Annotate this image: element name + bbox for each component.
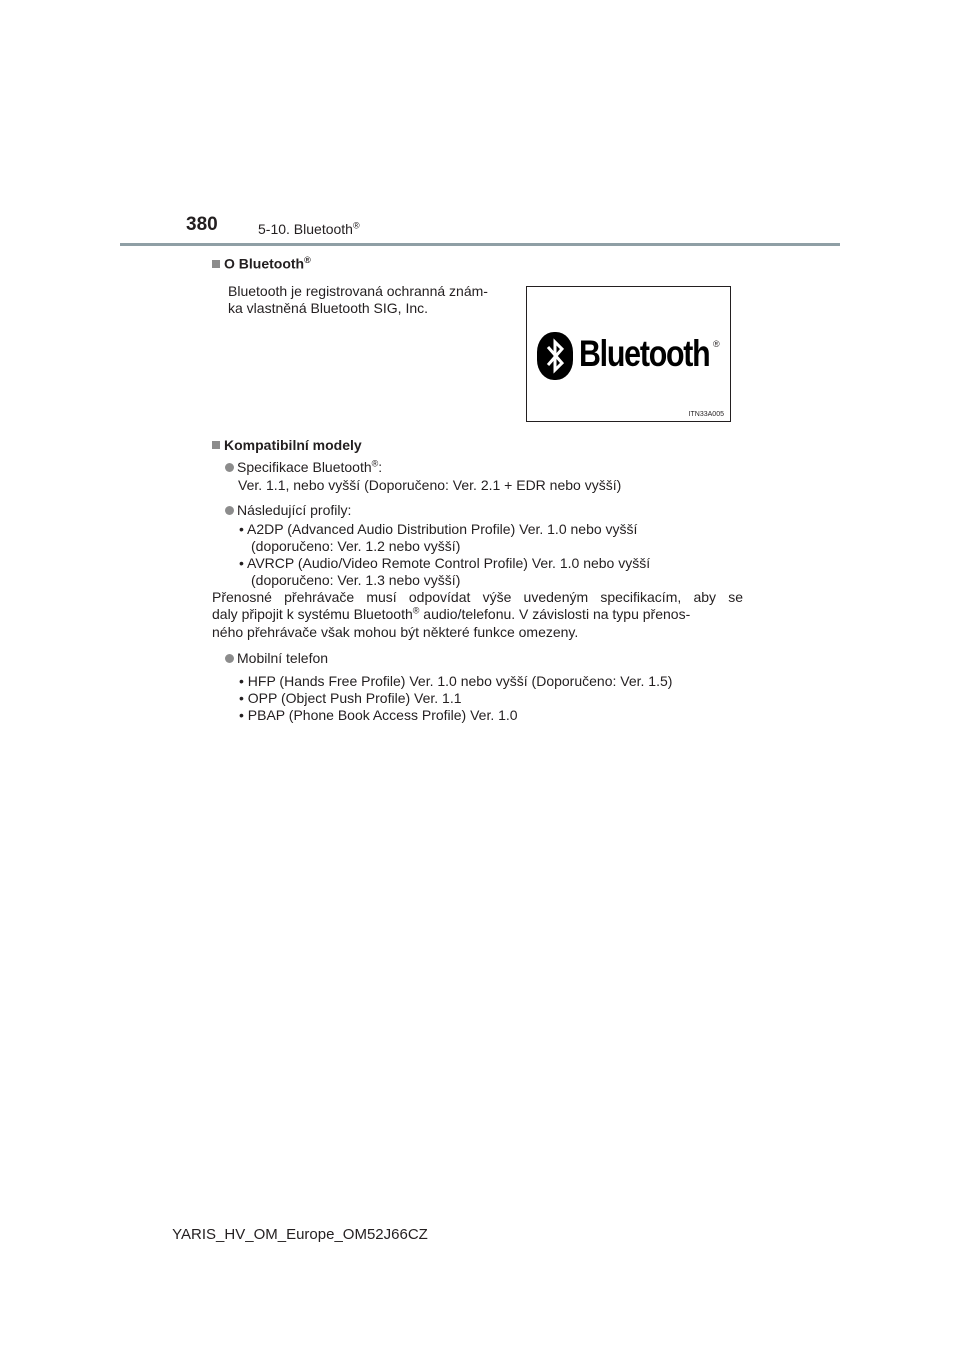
phone-label: Mobilní telefon	[237, 650, 329, 666]
footer-code: YARIS_HV_OM_Europe_OM52J66CZ	[172, 1226, 428, 1243]
about-heading	[212, 255, 311, 272]
about-heading-text: O Bluetooth	[224, 255, 305, 272]
note-line-1: Přenosné přehrávače musí odpovídat výše uvedeným specifikacím, aby se	[212, 589, 743, 605]
about-text-line-2: ka vlastněná Bluetooth SIG, Inc.	[228, 300, 429, 316]
bluetooth-logo-figure	[526, 286, 731, 422]
bluetooth-logo-wordmark: Bluetooth	[579, 333, 710, 374]
figure-code: ITN33A005	[688, 411, 724, 418]
about-text-line-1: Bluetooth je registrovaná ochranná znám-	[228, 283, 488, 299]
spec-label: Specifikace Bluetooth	[237, 459, 372, 475]
section-title	[258, 221, 360, 237]
phone-profile-opp: • OPP (Object Push Profile) Ver. 1.1	[239, 690, 462, 706]
registered-mark: ®	[304, 255, 311, 265]
circle-bullet-icon	[225, 463, 234, 472]
profiles-label: Následující profily:	[237, 502, 352, 518]
profiles-item	[225, 502, 351, 519]
phone-profile-pbap: • PBAP (Phone Book Access Profile) Ver. 1.0	[239, 707, 518, 723]
registered-mark: ®	[412, 605, 420, 616]
spec-item	[225, 459, 382, 476]
profile-avrcp-recommended: (doporučeno: Ver. 1.3 nebo vyšší)	[251, 572, 461, 588]
compatible-heading	[212, 437, 362, 453]
note-line-2-end: audio/telefonu. V závislosti na typu přenos-	[419, 606, 691, 622]
profile-a2dp-recommended: (doporučeno: Ver. 1.2 nebo vyšší)	[251, 538, 461, 554]
profile-avrcp: • AVRCP (Audio/Video Remote Control Profile) Ver. 1.0 nebo vyšší	[239, 555, 651, 571]
phone-profile-hfp: • HFP (Hands Free Profile) Ver. 1.0 nebo vyšší (Doporučeno: Ver. 1.5)	[239, 673, 673, 689]
phone-item	[225, 650, 328, 667]
section-title-text: 5-10. Bluetooth	[258, 221, 353, 237]
spec-colon: :	[378, 459, 383, 475]
registered-mark: ®	[352, 220, 360, 231]
header-rule	[120, 243, 840, 246]
page-number: 380	[186, 214, 218, 235]
circle-bullet-icon	[225, 506, 234, 515]
spec-value: Ver. 1.1, nebo vyšší (Doporučeno: Ver. 2.1 + EDR nebo vyšší)	[238, 477, 622, 493]
note-line-2	[212, 606, 690, 623]
square-bullet-icon	[212, 441, 220, 449]
note-line-3: ného přehrávače však mohou být některé funkce omezeny.	[212, 624, 579, 640]
square-bullet-icon	[212, 260, 220, 268]
circle-bullet-icon	[225, 654, 234, 663]
note-line-2-start: daly připojit k systému Bluetooth	[212, 606, 413, 622]
compatible-heading-text: Kompatibilní modely	[224, 437, 362, 453]
profile-a2dp: • A2DP (Advanced Audio Distribution Profile) Ver. 1.0 nebo vyšší	[239, 521, 638, 537]
logo-registered-mark: ®	[713, 339, 720, 349]
bluetooth-rune-icon	[537, 332, 573, 380]
registered-mark: ®	[371, 458, 379, 469]
